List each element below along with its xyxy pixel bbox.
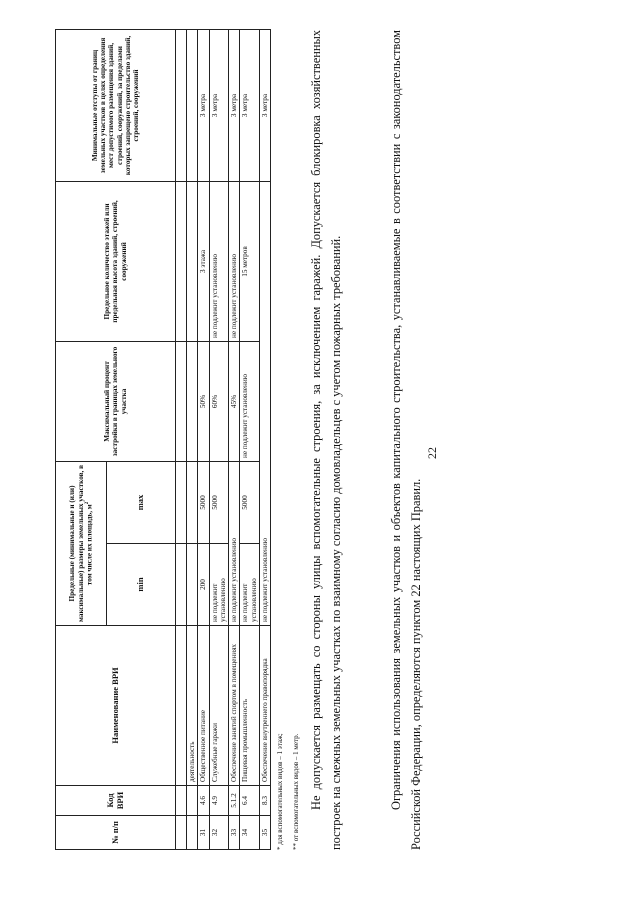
carry-over-text: деятельность bbox=[187, 626, 198, 786]
header-num: № п/п bbox=[56, 816, 176, 850]
table-row: 35 8.3 Обеспечение внутреннего правопорядка не подлежит установлению 3 метра bbox=[259, 29, 270, 849]
header-percent: Максимальный процент застройки в границах земельного участка bbox=[56, 341, 176, 461]
header-floors: Предельное количество этажей или предельная высота зданий, строений, сооружений bbox=[56, 181, 176, 341]
table-column-number-row bbox=[176, 29, 187, 849]
header-min: min bbox=[107, 544, 176, 626]
footnote-floors: * для вспомогательных видов – 1 этаж; bbox=[276, 733, 284, 850]
table-row: 34 6.4 Пищевая промышленность не подлежит установлению 5000 не подлежит установлению 15 метров 3 метра bbox=[240, 29, 260, 849]
header-max: max bbox=[107, 461, 176, 543]
table-row: 33 5.1.2 Обеспечение занятий спортом в помещениях не подлежит установлению 45% не подлежит установлению 3 метра bbox=[229, 29, 240, 849]
header-size-group: Предельные (минимальные и (или) максимальные) размеры земельных участков, в том числе их площадь, $м^2$ bbox=[56, 461, 107, 625]
zoning-table bbox=[55, 29, 271, 850]
table-row: 32 4.9 Служебные гаражи не подлежит установлению 5000 60% не подлежит установлению 3 метра bbox=[209, 29, 229, 849]
header-name: Наименование ВРИ bbox=[56, 626, 176, 786]
table-row: 31 4.6 Общественное питание 200 5000 50% 3 этажа 3 метра bbox=[198, 29, 209, 849]
table-row-carry-over bbox=[187, 29, 198, 849]
paragraph-legal-limits: Ограничения использования земельных участков и объектов капитального строительства, устанавливаемые в соответствии с законодательством Российской Федерации, определяются пунктом 22 настоящих Правил. bbox=[389, 30, 423, 850]
footnote-setback: ** от вспомогательных видов – 1 метр. bbox=[292, 733, 300, 850]
header-setback: Минимальные отступы от границ земельных участков в целях определения мест допустимого размещения зданий, строений, сооружений, за пределами которых запрещено строительство зданий, строений, сооружений bbox=[56, 29, 176, 181]
page-number: 22 bbox=[425, 447, 439, 459]
table-header-row bbox=[56, 29, 107, 849]
header-code: Код ВРИ bbox=[56, 786, 176, 816]
paragraph-restrictions: Не допускается размещать со стороны улицы вспомогательные строения, за исключением гаражей. Допускается блокировка хозяйственных построек на смежных земельных участках по взаимному согласию домовладельцев с учетом пожарных требований. bbox=[309, 30, 343, 850]
